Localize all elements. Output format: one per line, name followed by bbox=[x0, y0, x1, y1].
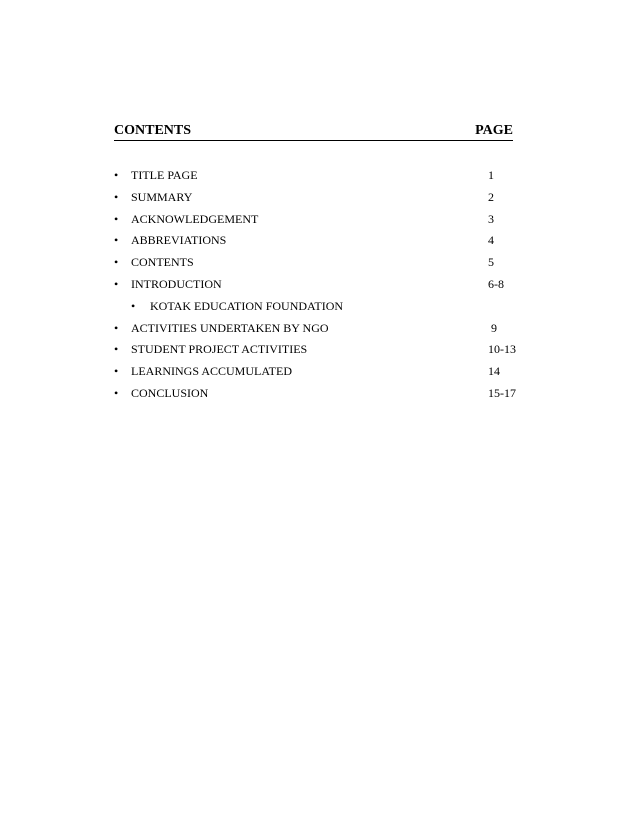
toc-item-label: CONTENTS bbox=[131, 255, 194, 270]
bullet-icon: • bbox=[114, 255, 119, 270]
toc-item-page: 4 bbox=[488, 233, 494, 248]
toc-item-label: SUMMARY bbox=[131, 189, 193, 204]
bullet-icon: • bbox=[114, 385, 119, 400]
bullet-icon: • bbox=[114, 276, 119, 291]
toc-item-title-page bbox=[114, 167, 524, 189]
toc-item-page: 6-8 bbox=[488, 276, 504, 291]
toc-item-page: 5 bbox=[488, 255, 494, 270]
toc-item-contents bbox=[114, 254, 524, 276]
toc-item-introduction bbox=[114, 276, 524, 298]
toc-item-page: 9 bbox=[491, 320, 497, 335]
bullet-icon: • bbox=[114, 233, 119, 248]
toc-item-label: LEARNINGS ACCUMULATED bbox=[131, 364, 293, 379]
toc-item-page: 1 bbox=[488, 168, 494, 182]
toc-item-label: STUDENT PROJECT ACTIVITIES bbox=[131, 342, 308, 357]
contents-title: CONTENTS bbox=[114, 123, 192, 138]
bullet-icon: • bbox=[114, 189, 119, 204]
toc-item-label: CONCLUSION bbox=[131, 385, 209, 400]
toc-item-summary bbox=[114, 189, 524, 211]
bullet-icon: • bbox=[114, 320, 119, 335]
contents-header bbox=[114, 122, 513, 141]
toc-item-page: 2 bbox=[488, 189, 494, 204]
toc-item-page: 10-13 bbox=[488, 342, 516, 357]
toc-item-page: 15-17 bbox=[488, 385, 516, 400]
bullet-icon: • bbox=[114, 168, 119, 182]
bullet-icon: • bbox=[114, 342, 119, 357]
bullet-icon: • bbox=[114, 211, 119, 226]
toc-subitem-kotak-education-foundation bbox=[114, 298, 524, 320]
toc-item-learnings-accumulated bbox=[114, 363, 524, 385]
toc-item-abbreviations bbox=[114, 232, 524, 254]
toc-item-student-project-activities bbox=[114, 341, 524, 363]
page-column-label: PAGE bbox=[475, 123, 513, 138]
toc-item-label: ABBREVIATIONS bbox=[131, 233, 227, 248]
table-of-contents bbox=[114, 167, 524, 407]
bullet-icon: • bbox=[114, 364, 119, 379]
toc-item-label: INTRODUCTION bbox=[131, 276, 222, 291]
toc-item-label: ACTIVITIES UNDERTAKEN BY NGO bbox=[131, 320, 329, 335]
toc-item-conclusion bbox=[114, 385, 524, 407]
toc-item-page: 3 bbox=[488, 211, 494, 226]
toc-item-acknowledgement bbox=[114, 211, 524, 233]
bullet-icon: • bbox=[131, 298, 136, 313]
toc-item-label: TITLE PAGE bbox=[131, 168, 198, 182]
toc-item-label: KOTAK EDUCATION FOUNDATION bbox=[150, 298, 344, 313]
toc-item-page: 14 bbox=[488, 364, 500, 379]
toc-item-label: ACKNOWLEDGEMENT bbox=[131, 211, 259, 226]
toc-item-activities-undertaken bbox=[114, 320, 524, 342]
